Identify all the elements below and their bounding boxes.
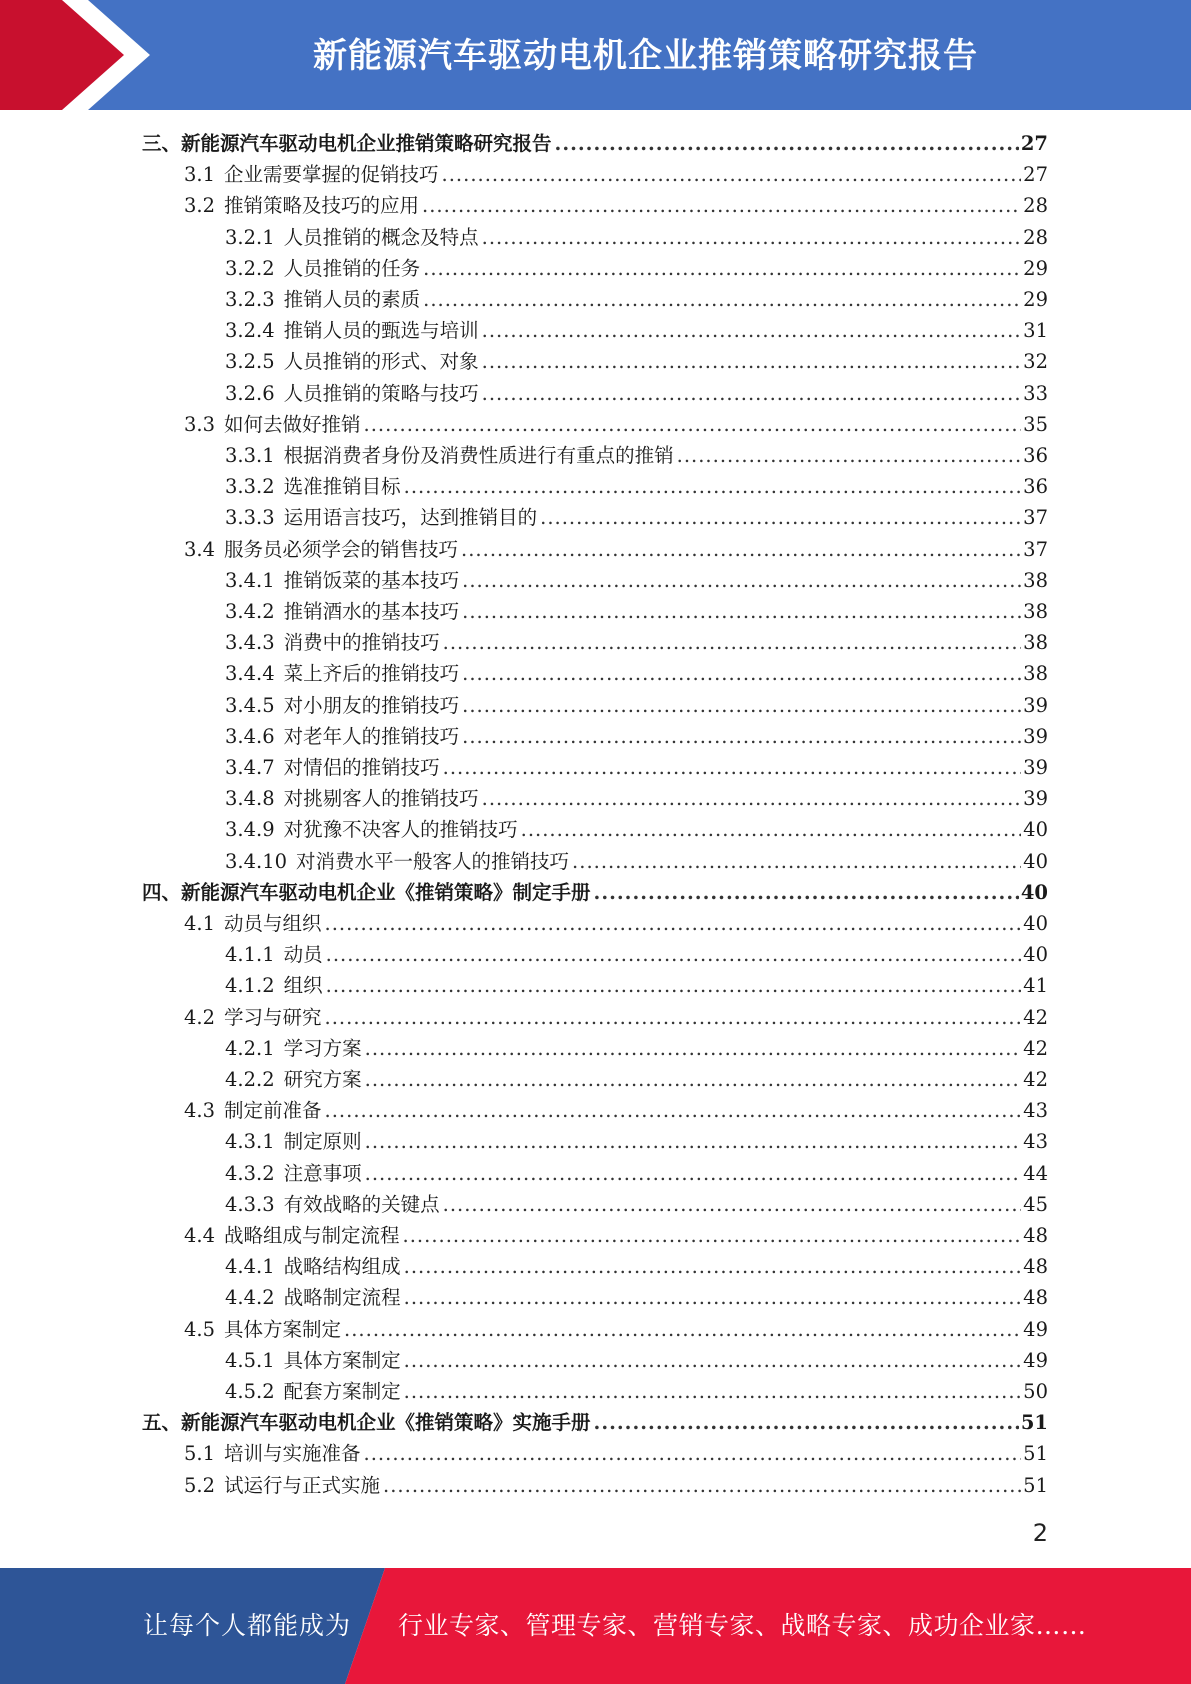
toc-entry-text [142,877,591,908]
toc-entry-text [225,565,459,596]
toc-entry-number: 4.2.1 [225,1036,275,1060]
toc-entry-title: 战略组成与制定流程 [224,1224,400,1247]
toc-entry-title: 学习方案 [283,1036,362,1060]
toc-entry-text [225,378,479,409]
toc-entry-title: 新能源汽车驱动电机企业《推销策略》制定手册 [181,880,591,904]
toc-entry[interactable] [225,721,1048,752]
toc-entry-text [184,409,361,440]
toc-entry-page: 39 [1023,724,1048,748]
toc-entry-number: 3.4.6 [225,724,275,748]
toc-dot-leader [422,190,1021,221]
toc-entry-title: 推销酒水的基本技巧 [283,600,460,623]
toc-entry-title: 消费中的推销技巧 [283,631,440,655]
toc-dot-leader [482,346,1022,377]
toc-dot-leader [462,721,1021,752]
toc-dot-leader [365,1126,1022,1157]
toc-entry-title: 新能源汽车驱动电机企业《推销策略》实施手册 [181,1411,591,1435]
toc-entry-page: 51 [1020,1411,1048,1435]
toc-entry[interactable] [225,284,1048,315]
toc-entry-number: 4.3.3 [225,1192,275,1216]
toc-entry-text [184,1095,322,1126]
toc-entry-title: 推销策略及技巧的应用 [224,194,420,218]
toc-entry-number: 3.4.5 [225,693,275,717]
toc-entry-title: 菜上齐后的推销技巧 [283,662,460,686]
toc-entry-text [225,440,674,471]
toc-entry-number: 4.4.1 [225,1255,275,1279]
toc-dot-leader [462,690,1021,721]
toc-entry-number: 3.3 [184,412,216,436]
toc-entry-number: 4.3.2 [225,1161,275,1185]
toc-entry-page: 48 [1023,1255,1048,1279]
toc-dot-leader [443,627,1022,658]
toc-dot-leader [555,128,1019,159]
toc-entry-text [225,471,401,502]
toc-entry-page: 39 [1023,756,1048,779]
toc-entry-number: 4.5 [184,1317,216,1341]
toc-entry-number: 3.4 [184,537,216,561]
toc-entry[interactable] [225,222,1048,253]
toc-entry-text [225,846,569,877]
toc-entry[interactable] [225,1189,1048,1220]
toc-entry-title: 对犹豫不决客人的推销技巧 [283,818,518,842]
toc-entry-page: 38 [1023,568,1048,592]
toc-entry-page: 28 [1023,225,1048,249]
toc-dot-leader [404,1345,1022,1376]
toc-entry-page: 51 [1023,1442,1048,1466]
toc-dot-leader [404,471,1022,502]
toc-entry-title: 具体方案制定 [224,1317,342,1341]
toc-entry-text [225,596,459,627]
toc-dot-leader [572,846,1021,877]
toc-entry-page: 49 [1023,1317,1048,1341]
toc-dot-leader [482,783,1022,814]
toc-entry-number: 3.2.6 [225,381,275,405]
toc-entry[interactable] [225,1158,1048,1189]
toc-entry-text [142,128,552,159]
toc-entry-title: 有效战略的关键点 [283,1192,440,1216]
toc-entry-text [225,970,323,1001]
toc-entry[interactable] [225,1376,1048,1407]
toc-entry[interactable] [225,783,1048,814]
toc-entry[interactable] [225,752,1048,783]
toc-entry-title: 配套方案制定 [283,1380,401,1403]
toc-dot-leader [442,159,1022,190]
toc-entry-page: 40 [1023,943,1048,967]
toc-entry[interactable] [184,1220,1048,1251]
toc-entry-title: 对老年人的推销技巧 [283,724,460,748]
toc-entry-text [225,690,459,721]
toc-entry-text [225,222,479,253]
toc-entry-page: 40 [1020,880,1048,904]
toc-entry[interactable] [184,409,1048,440]
toc-dot-leader [364,409,1022,440]
toc-entry[interactable] [225,378,1048,409]
toc-entry-number: 3.2.2 [225,256,275,280]
toc-dot-leader [482,378,1022,409]
toc-dot-leader [383,1470,1021,1501]
toc-entry-number: 3.3.3 [225,506,275,530]
toc-dot-leader [594,877,1019,908]
toc-entry-number: 4.4 [184,1224,216,1247]
toc-entry-text [184,159,439,190]
toc-entry-text [225,814,518,845]
toc-entry-number: 4.3.1 [225,1130,275,1154]
toc-entry-page: 37 [1023,537,1048,561]
toc-entry-title: 对情侣的推销技巧 [283,756,440,779]
toc-entry-page: 43 [1023,1099,1048,1123]
toc-entry-number: 4.5.2 [225,1380,275,1403]
toc-entry-page: 29 [1023,288,1048,311]
toc-entry-page: 43 [1023,1130,1048,1154]
toc-entry-page: 48 [1023,1286,1048,1310]
toc-entry-page: 36 [1023,444,1048,467]
toc-entry-text [225,346,479,377]
toc-dot-leader [423,253,1021,284]
toc-entry-page: 29 [1023,256,1048,280]
toc-entry-number: 4.5.1 [225,1348,275,1372]
toc-dot-leader [482,222,1022,253]
toc-entry-text [225,502,537,533]
toc-dot-leader [364,1438,1022,1469]
toc-entry-title: 制定前准备 [224,1099,322,1123]
toc-entry-text [225,1345,401,1376]
toc-entry-text [184,908,322,939]
toc-entry-text [225,1064,362,1095]
toc-entry-number: 3.4.8 [225,787,275,811]
toc-entry-text [184,1470,380,1501]
toc-entry-title: 人员推销的形式、对象 [283,350,479,374]
toc-dot-leader [521,814,1022,845]
toc-entry-title: 运用语言技巧，达到推销目的 [283,506,538,530]
toc-entry-number: 五、 [142,1411,182,1435]
toc-dot-leader [344,1314,1021,1345]
page-footer [0,1568,1191,1684]
toc-entry[interactable] [225,315,1048,346]
toc-entry-text [184,1438,361,1469]
toc-entry[interactable] [225,1033,1048,1064]
footer-slogan-left: 让每个人都能成为 [143,1611,352,1640]
toc-entry[interactable] [142,128,1048,159]
toc-entry[interactable] [225,939,1048,970]
toc-entry-text [225,783,479,814]
toc-entry-page: 37 [1023,506,1048,530]
toc-entry-title: 根据消费者身份及消费性质进行有重点的推销 [283,444,674,467]
toc-entry[interactable] [184,159,1048,190]
toc-entry-title: 学习与研究 [224,1005,322,1029]
toc-entry-title: 研究方案 [283,1068,362,1091]
toc-entry-number: 5.2 [184,1473,216,1497]
toc-entry[interactable] [184,1438,1048,1469]
toc-entry-title: 对挑剔客人的推销技巧 [283,787,479,811]
toc-entry-page: 44 [1023,1161,1048,1185]
toc-entry-text [142,1407,591,1438]
toc-entry-number: 3.4.3 [225,631,275,655]
toc-dot-leader [462,596,1021,627]
toc-entry[interactable] [184,534,1048,565]
toc-entry-page: 42 [1023,1005,1048,1029]
toc-dot-leader [325,908,1022,939]
toc-entry-page: 41 [1023,974,1048,998]
toc-entry-title: 注意事项 [283,1161,362,1185]
toc-entry-page: 50 [1023,1380,1048,1403]
toc-entry[interactable] [225,1282,1048,1313]
toc-entry-number: 3.4.7 [225,756,275,779]
toc-entry[interactable] [225,253,1048,284]
toc-entry-title: 推销人员的甄选与培训 [283,319,479,343]
toc-entry-text [225,1126,362,1157]
toc-entry-text [225,315,479,346]
toc-entry[interactable] [225,970,1048,1001]
toc-entry-title: 试运行与正式实施 [224,1473,381,1497]
footer-slogan-right: 行业专家、管理专家、营销专家、战略专家、成功企业家…… [398,1611,1087,1640]
toc-entry-text [225,1189,440,1220]
toc-entry-text [184,1002,322,1033]
page-header [0,0,1191,110]
toc-entry-text [184,1314,341,1345]
toc-entry-number: 3.2.5 [225,350,275,374]
toc-entry[interactable] [184,190,1048,221]
toc-entry-page: 33 [1023,381,1048,405]
toc-entry-title: 对消费水平一般客人的推销技巧 [296,849,570,873]
toc-dot-leader [540,502,1021,533]
toc-dot-leader [677,440,1022,471]
toc-entry[interactable] [142,1407,1048,1438]
toc-entry[interactable] [142,877,1048,908]
toc-entry[interactable] [225,1126,1048,1157]
toc-entry-page: 27 [1020,132,1048,155]
toc-entry-page: 28 [1023,194,1048,218]
toc-entry-page: 27 [1023,163,1048,187]
toc-entry[interactable] [225,814,1048,845]
toc-dot-leader [404,1251,1022,1282]
toc-entry-title: 制定原则 [283,1130,362,1154]
toc-entry-title: 企业需要掌握的促销技巧 [224,163,439,187]
toc-entry-text [225,284,420,315]
toc-entry-number: 3.4.10 [225,849,288,873]
document-title: 新能源汽车驱动电机企业推销策略研究报告 [313,36,978,76]
toc-entry[interactable] [225,627,1048,658]
toc-dot-leader [325,1095,1022,1126]
toc-entry-title: 新能源汽车驱动电机企业推销策略研究报告 [181,132,552,155]
toc-dot-leader [423,284,1021,315]
toc-entry-page: 35 [1023,412,1048,436]
toc-entry-title: 动员 [283,943,323,967]
toc-entry-number: 3.2.1 [225,225,275,249]
toc-entry-text [225,1033,362,1064]
toc-dot-leader [326,970,1022,1001]
toc-entry-text [184,534,458,565]
toc-entry-title: 选准推销目标 [283,475,401,499]
toc-dot-leader [365,1033,1022,1064]
toc-entry-page: 42 [1023,1068,1048,1091]
toc-entry-title: 具体方案制定 [283,1348,401,1372]
toc-entry[interactable] [225,440,1048,471]
toc-entry-number: 3.4.4 [225,662,275,686]
toc-entry-number: 3.4.2 [225,600,275,623]
toc-entry-title: 服务员必须学会的销售技巧 [224,537,459,561]
toc-entry-text [225,253,420,284]
toc-entry-text [225,1282,401,1313]
toc-entry-text [225,752,440,783]
toc-entry-page: 40 [1023,849,1048,873]
toc-entry-number: 3.2.3 [225,288,275,311]
toc-entry[interactable] [184,908,1048,939]
toc-entry-number: 四、 [142,880,182,904]
toc-dot-leader [404,1282,1022,1313]
toc-entry-number: 4.1.2 [225,974,275,998]
toc-dot-leader [443,752,1022,783]
toc-dot-leader [326,939,1022,970]
toc-dot-leader [325,1002,1022,1033]
toc-entry-title: 战略结构组成 [283,1255,401,1279]
toc-entry-number: 3.1 [184,163,216,187]
toc-entry-title: 培训与实施准备 [224,1442,361,1466]
toc-entry[interactable] [184,1002,1048,1033]
toc-entry-page: 45 [1023,1192,1048,1216]
toc-entry-title: 人员推销的概念及特点 [283,225,479,249]
toc-entry-text [225,721,459,752]
toc-entry-number: 三、 [142,132,182,155]
toc-entry-page: 38 [1023,600,1048,623]
toc-dot-leader [365,1064,1022,1095]
toc-entry-page: 38 [1023,662,1048,686]
toc-entry-text [225,1251,401,1282]
page-number: 2 [1032,1519,1048,1547]
toc-entry-page: 40 [1023,818,1048,842]
toc-entry-page: 42 [1023,1036,1048,1060]
toc-entry-title: 战略制定流程 [283,1286,401,1310]
toc-dot-leader [404,1376,1022,1407]
toc-entry-number: 3.3.2 [225,475,275,499]
toc-entry-title: 动员与组织 [224,912,322,935]
toc-dot-leader [365,1158,1022,1189]
toc-entry-text [184,1220,400,1251]
toc-entry[interactable] [225,565,1048,596]
toc-entry-number: 4.2 [184,1005,216,1029]
toc-entry-title: 组织 [283,974,323,998]
toc-entry[interactable] [225,471,1048,502]
toc-entry-number: 3.4.9 [225,818,275,842]
toc-dot-leader [462,658,1021,689]
toc-entry-page: 31 [1023,319,1048,343]
toc-entry-number: 4.4.2 [225,1286,275,1310]
toc-entry-page: 36 [1023,475,1048,499]
toc-entry-page: 39 [1023,693,1048,717]
toc-dot-leader [403,1220,1022,1251]
toc-entry[interactable] [225,502,1048,533]
toc-entry-text [225,627,440,658]
toc-entry-text [225,939,323,970]
toc-entry-page: 40 [1023,912,1048,935]
toc-entry-number: 3.3.1 [225,444,275,467]
toc-entry-title: 人员推销的任务 [283,256,421,280]
toc-dot-leader [594,1407,1019,1438]
toc-entry-number: 3.4.1 [225,568,275,592]
toc-entry-title: 对小朋友的推销技巧 [283,693,460,717]
toc-entry-number: 4.3 [184,1099,216,1123]
toc-entry-page: 49 [1023,1348,1048,1372]
toc-entry-page: 32 [1023,350,1048,374]
toc-entry[interactable] [225,1251,1048,1282]
toc-entry[interactable] [225,1064,1048,1095]
toc-entry[interactable] [184,1095,1048,1126]
toc-entry-number: 4.1.1 [225,943,275,967]
toc-entry[interactable] [225,846,1048,877]
toc-entry-page: 48 [1023,1224,1048,1247]
toc-dot-leader [443,1189,1022,1220]
toc-entry-number: 3.2.4 [225,319,275,343]
toc-entry-number: 4.1 [184,912,216,935]
toc-entry[interactable] [225,346,1048,377]
toc-entry-text [225,1376,401,1407]
toc-entry-page: 39 [1023,787,1048,811]
toc-entry-page: 38 [1023,631,1048,655]
toc-entry[interactable] [225,658,1048,689]
toc-entry-text [225,658,459,689]
toc-entry-page: 51 [1023,1473,1048,1497]
toc-entry-title: 如何去做好推销 [224,412,361,436]
toc-entry[interactable] [225,690,1048,721]
toc-entry[interactable] [225,1345,1048,1376]
toc-dot-leader [462,565,1021,596]
toc-dot-leader [461,534,1021,565]
toc-entry-number: 3.2 [184,194,216,218]
toc-entry-text [225,1158,362,1189]
toc-entry-title: 推销饭菜的基本技巧 [283,568,460,592]
toc-entry-title: 人员推销的策略与技巧 [283,381,479,405]
toc-entry[interactable] [184,1314,1048,1345]
toc-entry-title: 推销人员的素质 [283,288,421,311]
toc-entry-number: 5.1 [184,1442,216,1466]
toc-entry-text [184,190,419,221]
toc-entry[interactable] [225,596,1048,627]
toc-dot-leader [482,315,1022,346]
toc-entry[interactable] [184,1470,1048,1501]
toc-entry-number: 4.2.2 [225,1068,275,1091]
